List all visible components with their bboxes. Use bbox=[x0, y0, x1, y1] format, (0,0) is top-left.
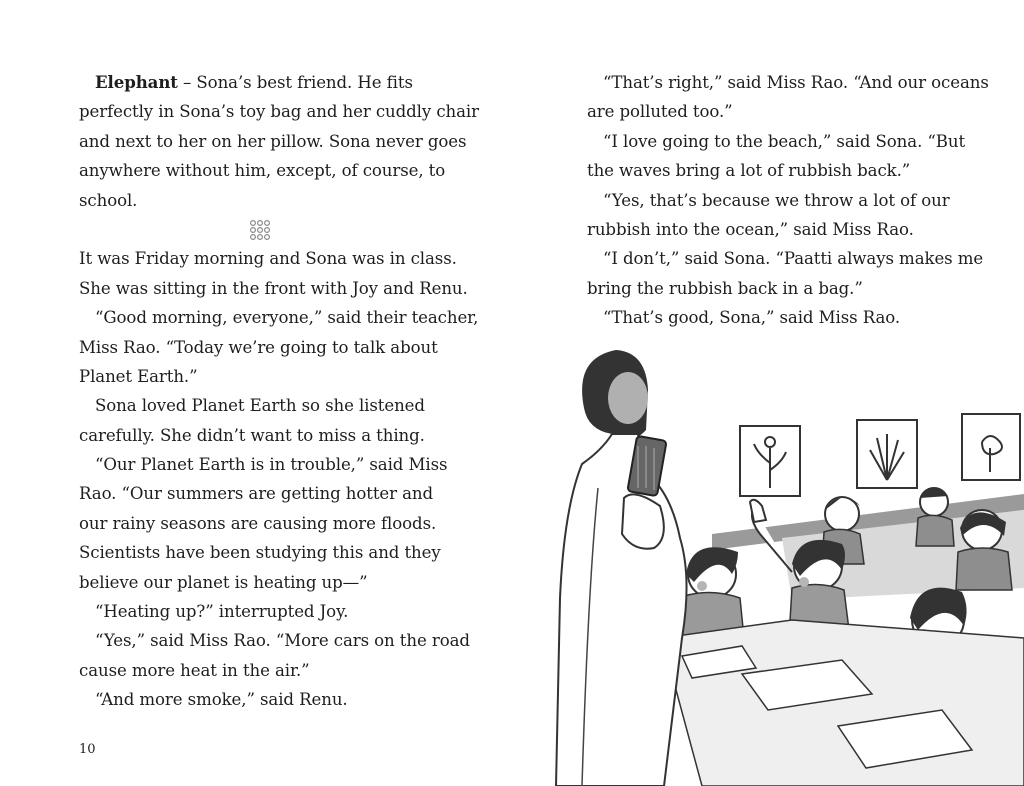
classroom-illustration bbox=[542, 338, 1024, 786]
right-text-column bbox=[587, 68, 989, 333]
story-line: “And more smoke,” said Renu. bbox=[95, 690, 348, 710]
story-line: “Yes, that’s because we throw a lot of our bbox=[603, 190, 950, 210]
story-line: “Good morning, everyone,” said their teacher, bbox=[95, 308, 479, 328]
story-line: “That’s right,” said Miss Rao. “And our oceans bbox=[603, 73, 989, 92]
story-line: “Heating up?” interrupted Joy. bbox=[95, 602, 349, 622]
story-line: She was sitting in the front with Joy and Renu. bbox=[79, 278, 468, 298]
glossary-line: school. bbox=[79, 190, 138, 210]
story-line: Planet Earth.” bbox=[79, 366, 198, 386]
wall-picture-flower bbox=[740, 426, 800, 496]
story-line: Scientists have been studying this and they bbox=[79, 543, 441, 563]
page-number: 10 bbox=[79, 742, 96, 757]
glossary-term: Elephant bbox=[95, 72, 178, 92]
story-line: Miss Rao. “Today we’re going to talk about bbox=[79, 337, 438, 357]
wall-picture-plant bbox=[857, 420, 917, 488]
story-line: “I don’t,” said Sona. “Paatti always makes me bbox=[603, 249, 984, 269]
story-line: believe our planet is heating up—” bbox=[79, 572, 368, 592]
student-back-3 bbox=[956, 510, 1012, 590]
glossary-line: and next to her on her pillow. Sona never goes bbox=[79, 131, 467, 151]
story-line: carefully. She didn’t want to miss a thing. bbox=[79, 425, 425, 445]
glossary-definition-start: – Sona’s best friend. He fits bbox=[177, 73, 413, 92]
teacher-figure bbox=[556, 350, 687, 786]
story-line: “Our Planet Earth is in trouble,” said Miss bbox=[95, 455, 448, 475]
left-text-column bbox=[79, 68, 479, 715]
story-line: Sona loved Planet Earth so she listened bbox=[95, 396, 425, 416]
story-line: our rainy seasons are causing more floods. bbox=[79, 513, 437, 533]
story-line: the waves bring a lot of rubbish back.” bbox=[587, 161, 911, 181]
section-break-ornament bbox=[79, 215, 439, 244]
story-line: It was Friday morning and Sona was in class. bbox=[79, 249, 457, 269]
story-line: “Yes,” said Miss Rao. “More cars on the road bbox=[95, 631, 470, 651]
story-line: bring the rubbish back in a bag.” bbox=[587, 278, 863, 298]
story-line: Rao. “Our summers are getting hotter and bbox=[79, 484, 434, 504]
right-page bbox=[512, 0, 1024, 786]
story-line: are polluted too.” bbox=[587, 102, 733, 122]
ornament-icon bbox=[249, 219, 271, 241]
story-line: “I love going to the beach,” said Sona. “But bbox=[603, 131, 966, 151]
glossary-line: perfectly in Sona’s toy bag and her cuddly chair bbox=[79, 102, 479, 122]
glossary-line: anywhere without him, except, of course, to bbox=[79, 161, 446, 181]
story-line: “That’s good, Sona,” said Miss Rao. bbox=[603, 308, 901, 328]
story-line: rubbish into the ocean,” said Miss Rao. bbox=[587, 219, 914, 239]
story-line: cause more heat in the air.” bbox=[79, 660, 310, 680]
wall-picture-tree bbox=[962, 414, 1020, 480]
glossary-entry-first-line bbox=[79, 68, 439, 97]
